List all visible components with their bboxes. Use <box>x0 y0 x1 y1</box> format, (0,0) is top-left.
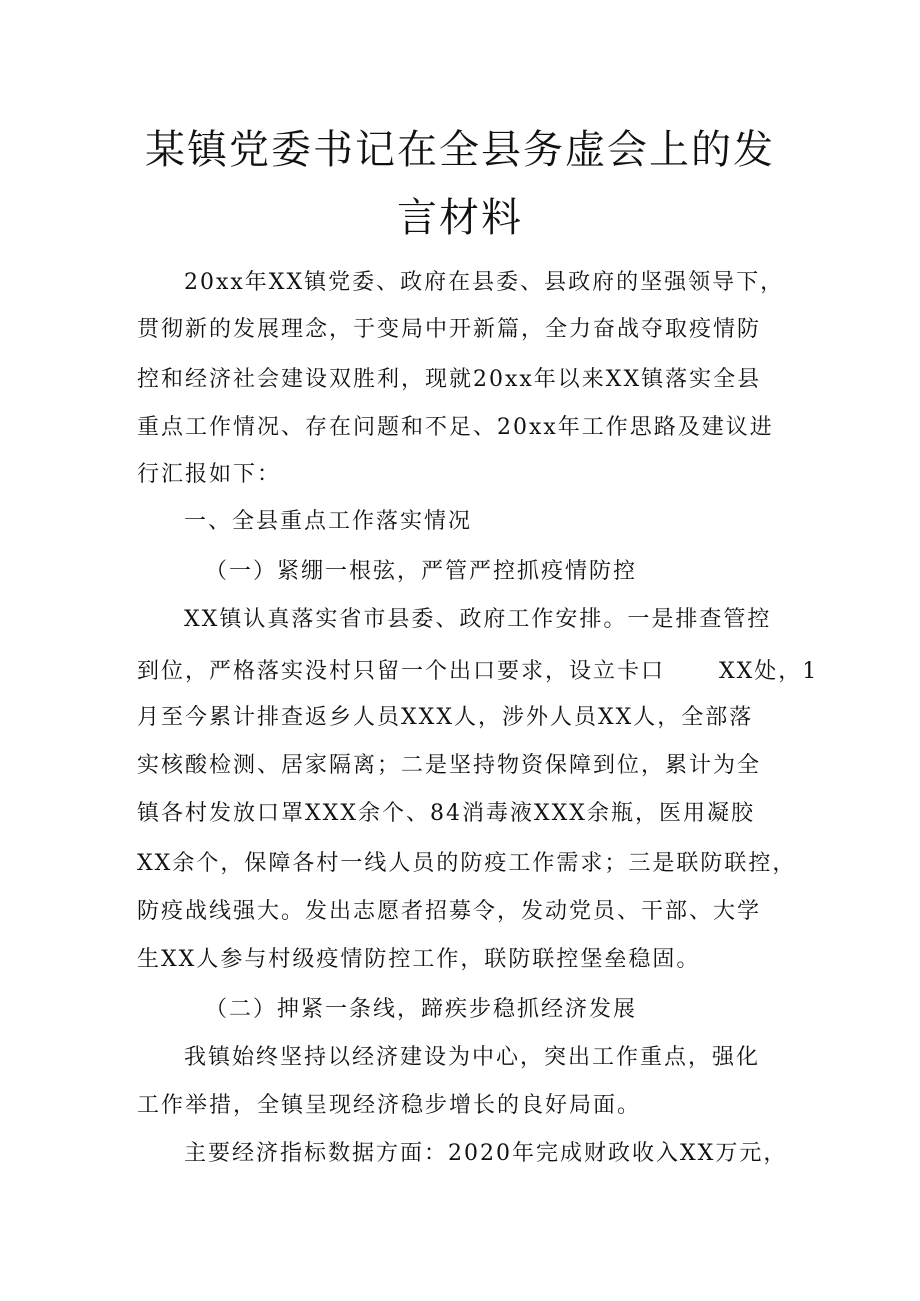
paragraph-line: 20xx年XX镇党委、政府在县委、县政府的坚强领导下， <box>184 270 785 295</box>
section-heading: 一、全县重点工作落实情况 <box>184 509 473 534</box>
paragraph-line: 我镇始终坚持以经济建设为中心，突出工作重点，强化 <box>184 1045 761 1070</box>
paragraph-line: 控和经济社会建设双胜利，现就20xx年以来XX镇落实全县 <box>137 367 762 392</box>
paragraph-line: 到位，严格落实没村只留一个出口要求，设立卡口 XX处，1 <box>137 659 819 684</box>
paragraph-line: 月至今累计排查返乡人员XXX人，涉外人员XX人，全部落 <box>137 705 754 730</box>
paragraph-line: 贯彻新的发展理念，于变局中开新篇，全力奋战夺取疫情防 <box>137 317 762 342</box>
subsection-heading: （二）抻紧一条线，蹄疾步稳抓经济发展 <box>205 997 638 1022</box>
document-title-line-1: 某镇党委书记在全县务虚会上的发 <box>145 127 775 173</box>
subsection-heading: （一）紧绷一根弦，严管严控抓疫情防控 <box>205 559 638 584</box>
paragraph-line: 主要经济指标数据方面：2020年完成财政收入XX万元， <box>184 1141 788 1166</box>
paragraph-line: 镇各村发放口罩XXX余个、84消毒液XXX余瓶，医用凝胶 <box>137 801 755 826</box>
paragraph-line: 实核酸检测、居家隔离；二是坚持物资保障到位，累计为全 <box>137 753 762 778</box>
document-title-line-2: 言材料 <box>397 195 523 241</box>
paragraph-line: 行汇报如下： <box>137 462 282 487</box>
paragraph-line: 重点工作情况、存在问题和不足、20xx年工作思路及建议进 <box>137 415 774 440</box>
paragraph-line: XX余个，保障各村一线人员的防疫工作需求；三是联防联控， <box>137 851 797 876</box>
paragraph-line: XX镇认真落实省市县委、政府工作安排。一是排查管控 <box>184 607 772 632</box>
paragraph-line: 工作举措，全镇呈现经济稳步增长的良好局面。 <box>137 1093 642 1118</box>
paragraph-line: 防疫战线强大。发出志愿者招募令，发动党员、干部、大学 <box>137 899 762 924</box>
paragraph-line: 生XX人参与村级疫情防控工作，联防联控堡垒稳固。 <box>137 947 701 972</box>
